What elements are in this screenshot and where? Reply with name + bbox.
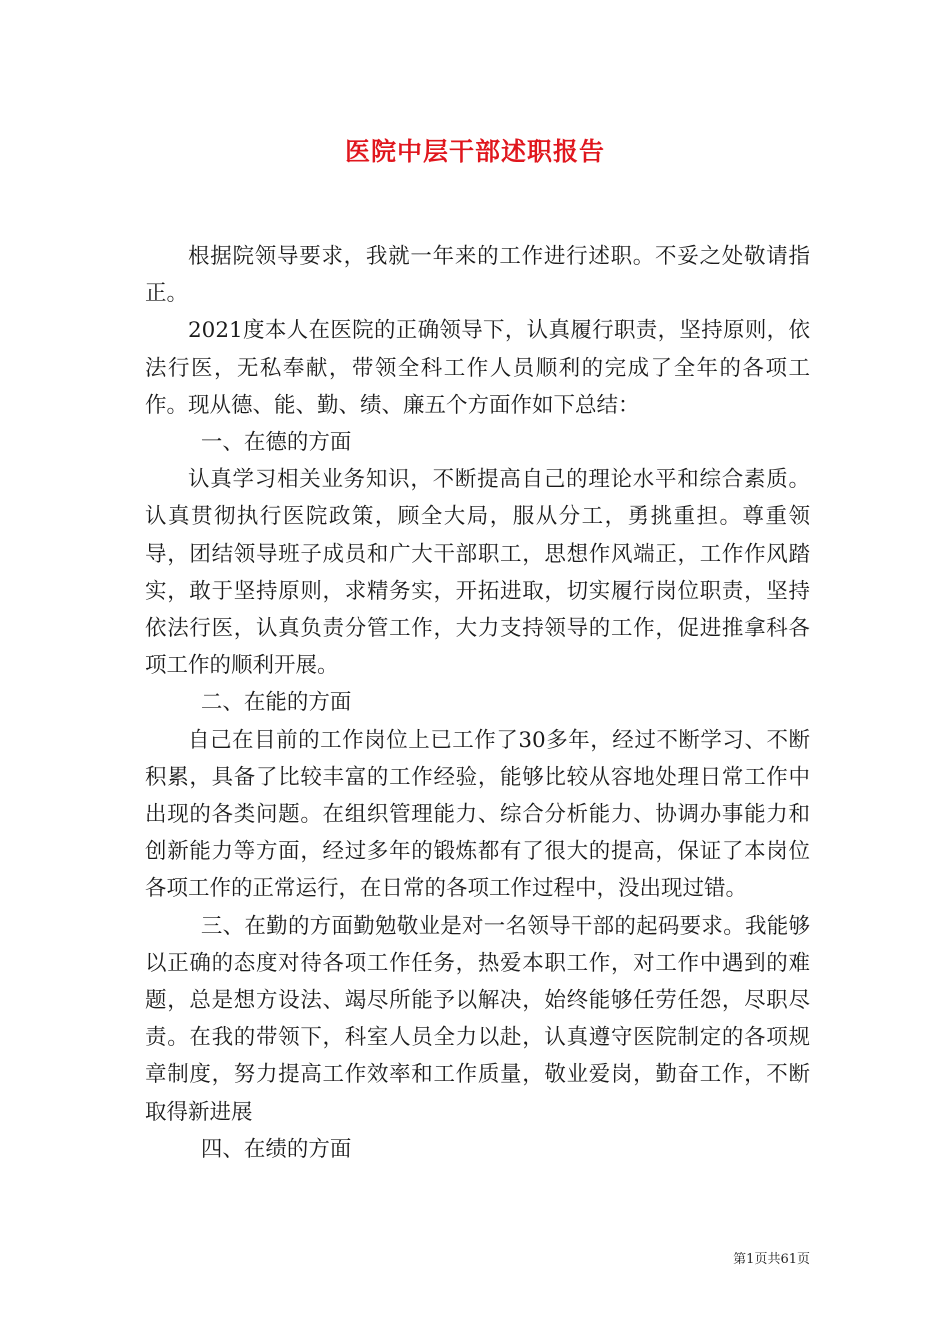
paragraph-intro: 根据院领导要求，我就一年来的工作进行述职。不妥之处敬请指正。 [145, 244, 810, 307]
page-number-footer: 第1页共61页 [733, 1252, 810, 1267]
document-title: 医院中层干部述职报告 [344, 137, 605, 166]
section-heading-performance: 四、在绩的方面 [200, 1136, 352, 1162]
document-body [145, 238, 810, 1168]
paragraph-ability: 自己在目前的工作岗位上已工作了30多年，经过不断学习、不断积累，具备了比较丰富的工作经验，能够比较从容地处理日常工作中出现的各类问题。在组织管理能力、综合分析能力、协调办事能力和创新能力等方面，经过多年的锻炼都有了很大的提高，保证了本岗位各项工作的正常运行，在日常的各项工作过程中，没出现过错。 [145, 727, 810, 902]
section-heading-ability: 二、在能的方面 [200, 690, 352, 716]
section-heading-morality: 一、在德的方面 [200, 430, 352, 456]
paragraph-morality: 认真学习相关业务知识，不断提高自己的理论水平和综合素质。认真贯彻执行医院政策，顾全大局，服从分工，勇挑重担。尊重领导，团结领导班子成员和广大干部职工，思想作风端正，工作作风踏实，敢于坚持原则，求精务实，开拓进取，切实履行岗位职责，坚持依法行医，认真负责分管工作，大力支持领导的工作，促进推拿科各项工作的顺利开展。 [145, 467, 810, 679]
paragraph-overview: 2021度本人在医院的正确领导下，认真履行职责，坚持原则，依法行医，无私奉献，带领全科工作人员顺利的完成了全年的各项工作。现从德、能、勤、绩、廉五个方面作如下总结： [145, 318, 810, 418]
paragraph-diligence: 三、在勤的方面勤勉敬业是对一名领导干部的起码要求。我能够以正确的态度对待各项工作任务，热爱本职工作，对工作中遇到的难题，总是想方设法、竭尽所能予以解决，始终能够任劳任怨，尽职尽责。在我的带领下，科室人员全力以赴，认真遵守医院制定的各项规章制度，努力提高工作效率和工作质量，敬业爱岗，勤奋工作，不断取得新进展 [145, 913, 810, 1125]
